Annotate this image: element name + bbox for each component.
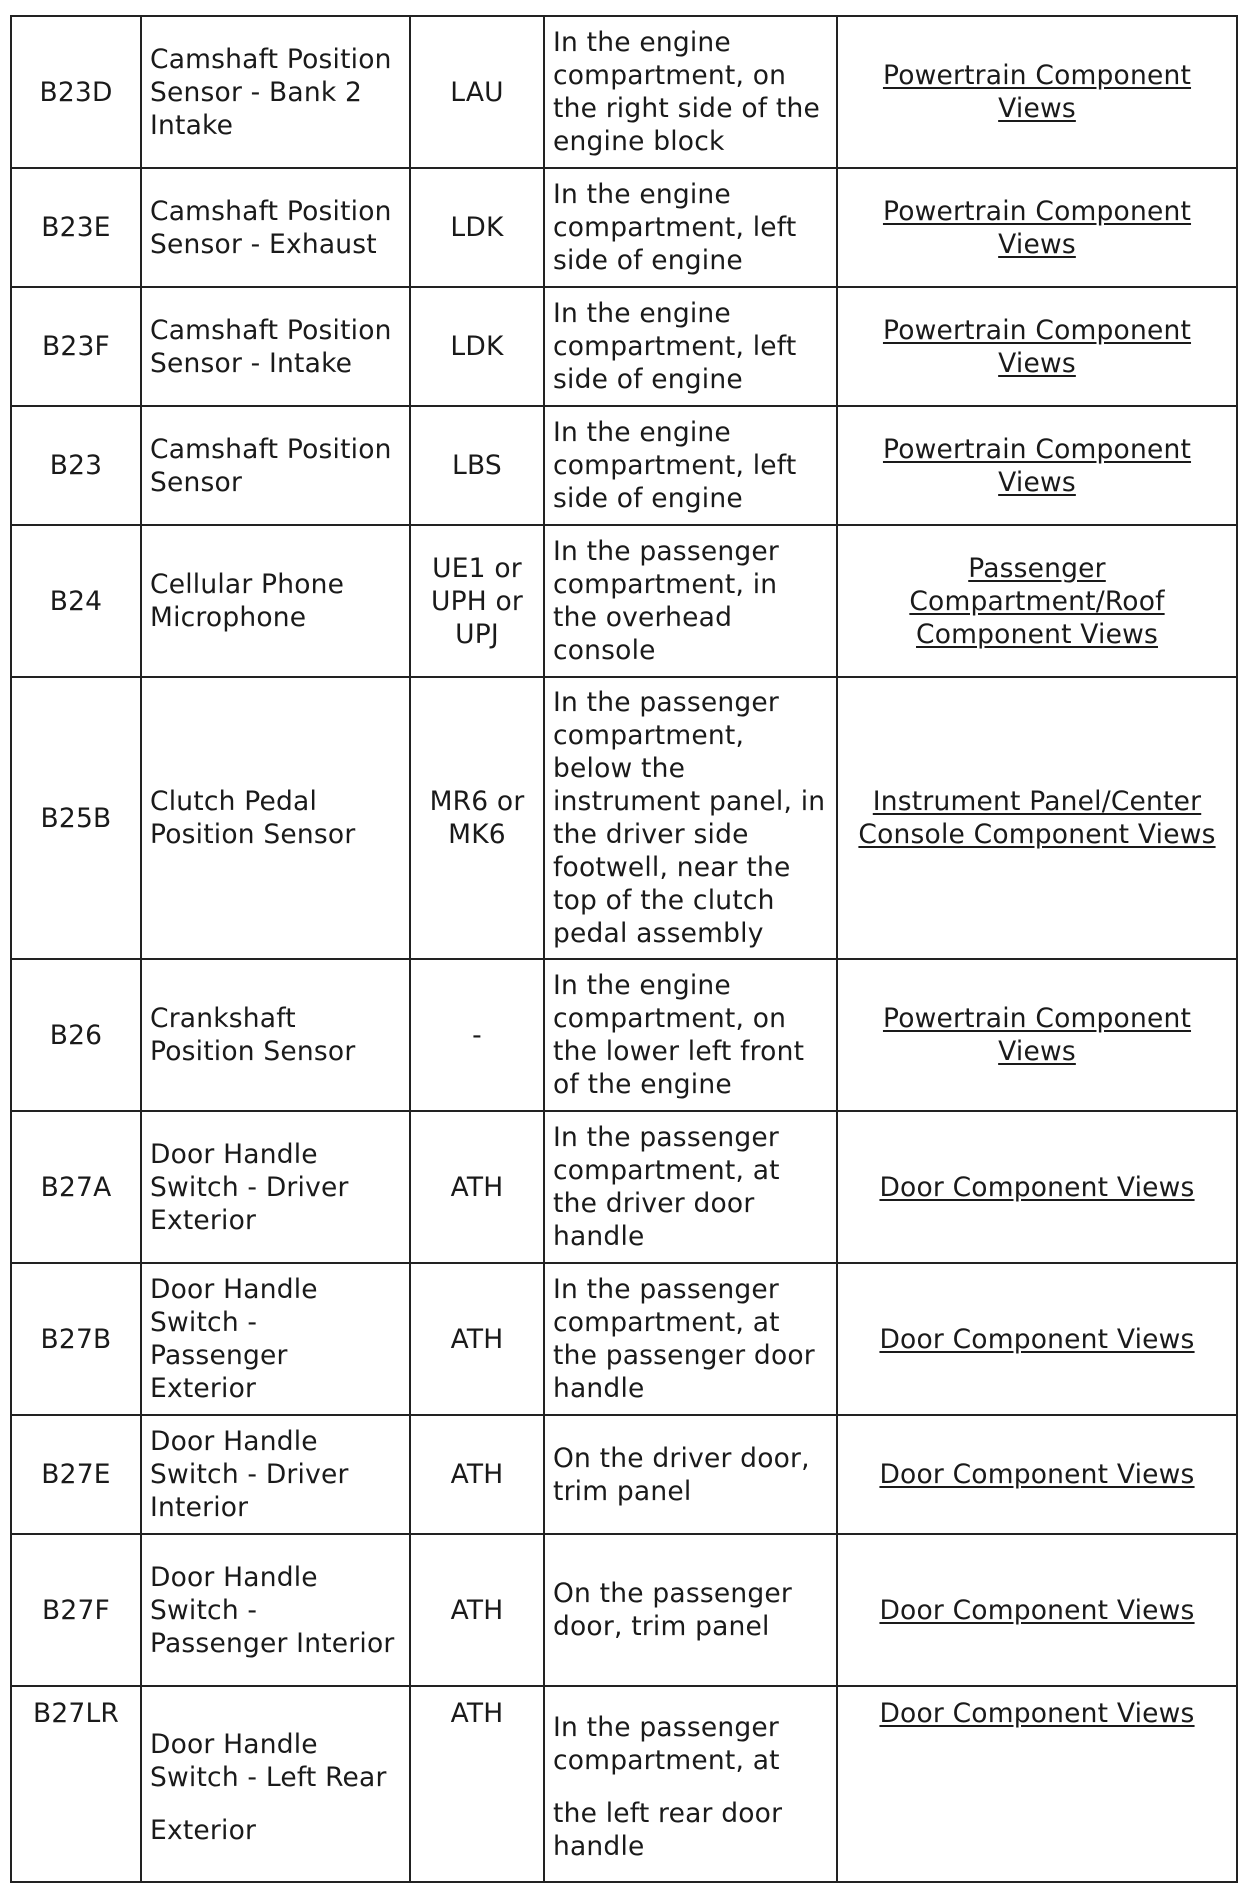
component-code: B27B — [11, 1263, 141, 1415]
component-location: In the passenger compartment, at the passenger door handle — [544, 1263, 837, 1415]
view-link-cell — [837, 677, 1237, 959]
component-location: In the passenger compartment, below the instrument panel, in the driver side footwell, near the top of the clutch pedal assembly — [544, 677, 837, 959]
option-code: ATH — [410, 1111, 544, 1263]
table-row — [11, 677, 1237, 959]
table-row — [11, 287, 1237, 406]
component-description: Door Handle Switch - Passenger Interior — [141, 1534, 410, 1686]
component-description — [141, 1686, 410, 1882]
view-link-cell — [837, 168, 1237, 287]
option-code: LDK — [410, 287, 544, 406]
component-views-link[interactable]: Powertrain Component Views — [882, 60, 1192, 124]
view-link-cell — [837, 1111, 1237, 1263]
component-location — [544, 1686, 837, 1882]
option-code: ATH — [410, 1415, 544, 1534]
option-code: LAU — [410, 16, 544, 168]
component-code: B25B — [11, 677, 141, 959]
component-location: In the engine compartment, left side of engine — [544, 168, 837, 287]
component-views-link[interactable]: Door Component Views — [879, 1594, 1195, 1626]
table-row — [11, 959, 1237, 1111]
component-code: B23F — [11, 287, 141, 406]
option-code: UE1 or UPH or UPJ — [410, 525, 544, 677]
option-code: ATH — [410, 1534, 544, 1686]
table-row — [11, 1686, 1237, 1882]
table-row — [11, 16, 1237, 168]
view-link-cell — [837, 525, 1237, 677]
table-row — [11, 1111, 1237, 1263]
table-row — [11, 525, 1237, 677]
component-description: Door Handle Switch - Passenger Exterior — [141, 1263, 410, 1415]
component-description: Camshaft Position Sensor - Intake — [141, 287, 410, 406]
table-row — [11, 1534, 1237, 1686]
component-location: In the engine compartment, left side of engine — [544, 287, 837, 406]
view-link-cell — [837, 959, 1237, 1111]
location-line: In the passenger compartment, at — [553, 1712, 780, 1776]
option-code: - — [410, 959, 544, 1111]
view-link-cell — [837, 1534, 1237, 1686]
component-code: B23E — [11, 168, 141, 287]
component-location: On the driver door, trim panel — [544, 1415, 837, 1534]
component-views-link[interactable]: Door Component Views — [879, 1698, 1195, 1729]
view-link-cell — [837, 1415, 1237, 1534]
table-row — [11, 1415, 1237, 1534]
component-code: B27LR — [11, 1686, 141, 1882]
component-code: B23 — [11, 406, 141, 525]
component-code: B24 — [11, 525, 141, 677]
description-line: Door Handle Switch - Left Rear — [150, 1728, 387, 1793]
component-location: In the engine compartment, on the lower left front of the engine — [544, 959, 837, 1111]
component-views-link[interactable]: Instrument Panel/Center Console Component Views — [858, 786, 1216, 850]
component-views-link[interactable]: Powertrain Component Views — [882, 195, 1192, 260]
table-row — [11, 1263, 1237, 1415]
location-line: the left rear door handle — [553, 1798, 783, 1862]
component-views-link[interactable]: Passenger Compartment/Roof Component Views — [909, 552, 1165, 650]
view-link-cell — [837, 287, 1237, 406]
component-description: Crankshaft Position Sensor — [141, 959, 410, 1111]
component-location: In the passenger compartment, at the driver door handle — [544, 1111, 837, 1263]
table-row — [11, 406, 1237, 525]
component-views-link[interactable]: Door Component Views — [879, 1459, 1195, 1490]
component-location: In the engine compartment, on the right side of the engine block — [544, 16, 837, 168]
component-code: B23D — [11, 16, 141, 168]
component-description: Camshaft Position Sensor - Bank 2 Intake — [141, 16, 410, 168]
component-code: B27A — [11, 1111, 141, 1263]
component-views-link[interactable]: Door Component Views — [879, 1171, 1195, 1203]
component-views-link[interactable]: Door Component Views — [879, 1323, 1195, 1355]
option-code: MR6 or MK6 — [410, 677, 544, 959]
view-link-cell — [837, 16, 1237, 168]
component-location: In the engine compartment, left side of engine — [544, 406, 837, 525]
component-location: On the passenger door, trim panel — [544, 1534, 837, 1686]
component-views-link[interactable]: Powertrain Component Views — [882, 314, 1192, 379]
component-description: Door Handle Switch - Driver Exterior — [141, 1111, 410, 1263]
component-views-link[interactable]: Powertrain Component Views — [882, 1003, 1192, 1067]
component-description: Camshaft Position Sensor — [141, 406, 410, 525]
component-description: Cellular Phone Microphone — [141, 525, 410, 677]
component-code: B27F — [11, 1534, 141, 1686]
component-description: Camshaft Position Sensor - Exhaust — [141, 168, 410, 287]
component-locator-table — [10, 15, 1238, 1883]
option-code: ATH — [410, 1686, 544, 1882]
option-code: ATH — [410, 1263, 544, 1415]
component-views-link[interactable]: Powertrain Component Views — [882, 433, 1192, 498]
option-code: LDK — [410, 168, 544, 287]
component-code: B26 — [11, 959, 141, 1111]
table-row — [11, 168, 1237, 287]
component-location: In the passenger compartment, in the overhead console — [544, 525, 837, 677]
description-line: Exterior — [150, 1814, 257, 1846]
view-link-cell — [837, 1686, 1237, 1882]
component-description: Door Handle Switch - Driver Interior — [141, 1415, 410, 1534]
view-link-cell — [837, 406, 1237, 525]
component-description: Clutch Pedal Position Sensor — [141, 677, 410, 959]
view-link-cell — [837, 1263, 1237, 1415]
component-code: B27E — [11, 1415, 141, 1534]
option-code: LBS — [410, 406, 544, 525]
